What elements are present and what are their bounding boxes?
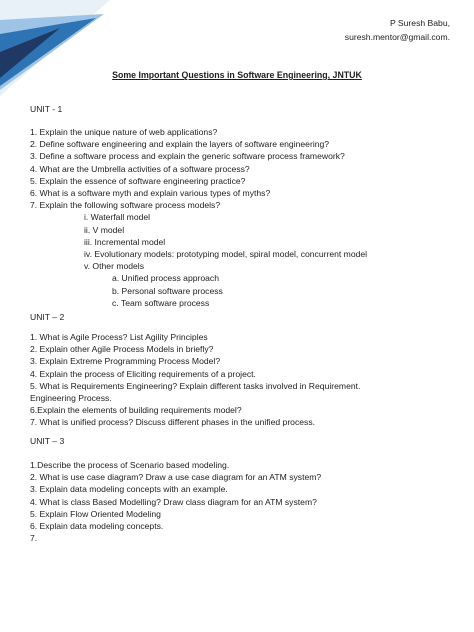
question-item: 4. Explain the process of Eliciting requirements of a project. bbox=[30, 368, 256, 379]
question-item: 1. What is Agile Process? List Agility Principles bbox=[30, 332, 208, 342]
question-item: 2. Define software engineering and explain the layers of software engineering? bbox=[30, 139, 330, 150]
sub-sub-item: c. Team software process bbox=[112, 297, 210, 308]
question-item: 7. bbox=[30, 533, 38, 544]
question-item: 7. What is unified process? Discuss different phases in the unified process. bbox=[30, 417, 316, 428]
question-item: 3. Explain data modeling concepts with an example. bbox=[30, 484, 228, 495]
author-block bbox=[345, 16, 450, 44]
question-item: 2. What is use case diagram? Draw a use case diagram for an ATM system? bbox=[30, 472, 322, 483]
unit-1-questions bbox=[30, 126, 450, 309]
unit-1-heading: UNIT - 1 bbox=[30, 104, 63, 114]
unit-3-heading: UNIT – 3 bbox=[30, 436, 65, 446]
question-item: 6.Explain the elements of building requirements model? bbox=[30, 405, 242, 416]
sub-item: i. Waterfall model bbox=[84, 212, 151, 223]
author-name: P Suresh Babu, bbox=[389, 18, 450, 28]
corner-decoration bbox=[0, 0, 110, 96]
question-item: 5. Explain Flow Oriented Modeling bbox=[30, 508, 161, 519]
question-item: 2. Explain other Agile Process Models in briefly? bbox=[30, 344, 214, 355]
question-item: 5. What is Requirements Engineering? Explain different tasks involved in Requirement. bbox=[30, 380, 361, 391]
unit-3-questions bbox=[30, 459, 450, 544]
question-item: 3. Define a software process and explain the generic software process framework? bbox=[30, 151, 345, 162]
sub-sub-item: a. Unified process approach bbox=[112, 273, 220, 284]
question-item: Engineering Process. bbox=[30, 393, 112, 404]
question-item: 4. What is class Based Modelling? Draw class diagram for an ATM system? bbox=[30, 496, 317, 507]
sub-item: iii. Incremental model bbox=[84, 236, 166, 247]
author-email: suresh.mentor@gmail.com. bbox=[344, 32, 450, 42]
question-item: 7. Explain the following software process models? bbox=[30, 200, 221, 211]
unit-2-questions bbox=[30, 331, 450, 429]
question-item: 1. Explain the unique nature of web applications? bbox=[30, 127, 218, 137]
sub-item: v. Other models bbox=[84, 261, 145, 272]
question-item: 1.Describe the process of Scenario based modeling. bbox=[30, 460, 230, 470]
document-title: Some Important Questions in Software Engineering, JNTUK bbox=[112, 70, 362, 80]
sub-item: iv. Evolutionary models: prototyping model, spiral model, concurrent model bbox=[84, 249, 368, 260]
sub-item: ii. V model bbox=[84, 224, 125, 235]
question-item: 6. Explain data modeling concepts. bbox=[30, 521, 164, 532]
question-item: 3. Explain Extreme Programming Process Model? bbox=[30, 356, 221, 367]
question-item: 4. What are the Umbrella activities of a software process? bbox=[30, 163, 250, 174]
question-item: 6. What is a software myth and explain various types of myths? bbox=[30, 188, 271, 199]
unit-2-heading: UNIT – 2 bbox=[30, 312, 65, 322]
sub-sub-item: b. Personal software process bbox=[112, 285, 223, 296]
question-item: 5. Explain the essence of software engineering practice? bbox=[30, 175, 246, 186]
